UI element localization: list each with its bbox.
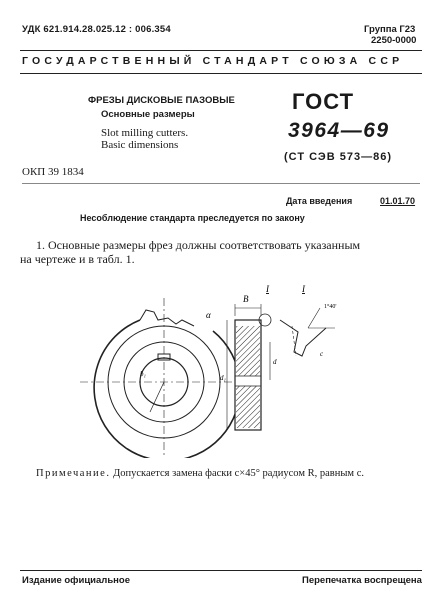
label-I-callout: I bbox=[266, 284, 269, 294]
label-d1: d₁ bbox=[220, 374, 226, 382]
label-c: c bbox=[320, 350, 324, 358]
cutter-drawing bbox=[80, 268, 350, 458]
paragraph-line-2: на чертеже и в табл. 1. bbox=[20, 252, 135, 266]
detail-view-I bbox=[280, 308, 335, 356]
intro-date-label: Дата введения bbox=[286, 196, 353, 206]
gost-reference: (СТ СЭВ 573—86) bbox=[284, 151, 392, 163]
intro-date-value: 01.01.70 bbox=[380, 196, 416, 206]
footer-official-edition: Издание официальное bbox=[22, 575, 130, 586]
top-rule bbox=[20, 50, 422, 51]
okp-code: ОКП 39 1834 bbox=[22, 166, 84, 178]
label-b1: b₁ bbox=[140, 370, 146, 378]
label-B: B bbox=[243, 294, 249, 304]
gost-number: 3964—69 bbox=[288, 119, 390, 142]
title-ru-main: ФРЕЗЫ ДИСКОВЫЕ ПАЗОВЫЕ bbox=[88, 95, 235, 106]
paragraph-line-1: 1. Основные размеры фрез должны соответствовать указанным bbox=[36, 238, 361, 252]
note-line bbox=[36, 468, 364, 479]
title-en-line2: Basic dimensions bbox=[101, 139, 179, 151]
gost-label: ГОСТ bbox=[292, 89, 355, 114]
title-ru-sub: Основные размеры bbox=[101, 109, 195, 120]
footer-reprint-prohibited: Перепечатка воспрещена bbox=[302, 575, 422, 586]
cutter-side-view bbox=[227, 304, 271, 430]
footer-rule bbox=[20, 570, 422, 571]
label-alpha: α bbox=[206, 310, 211, 320]
state-standard-banner: ГОСУДАРСТВЕННЫЙ СТАНДАРТ СОЮЗА ССР bbox=[22, 55, 404, 67]
classification-code: 2250-0000 bbox=[371, 35, 417, 46]
label-I-detail: I bbox=[302, 284, 305, 294]
group-label: Группа Г23 bbox=[364, 24, 416, 35]
label-angle: 1°40' bbox=[324, 304, 337, 310]
banner-rule bbox=[20, 73, 422, 74]
note-label: Примечание. bbox=[36, 468, 111, 479]
header-block-rule bbox=[22, 183, 420, 184]
title-en-line1: Slot milling cutters. bbox=[101, 127, 189, 139]
udk-code: УДК 621.914.28.025.12 : 006.354 bbox=[22, 24, 171, 35]
label-d: d bbox=[273, 358, 277, 366]
law-notice: Несоблюдение стандарта преследуется по закону bbox=[80, 213, 305, 223]
note-text: Допускается замена фаски c×45° радиусом R, равным c. bbox=[113, 468, 364, 479]
